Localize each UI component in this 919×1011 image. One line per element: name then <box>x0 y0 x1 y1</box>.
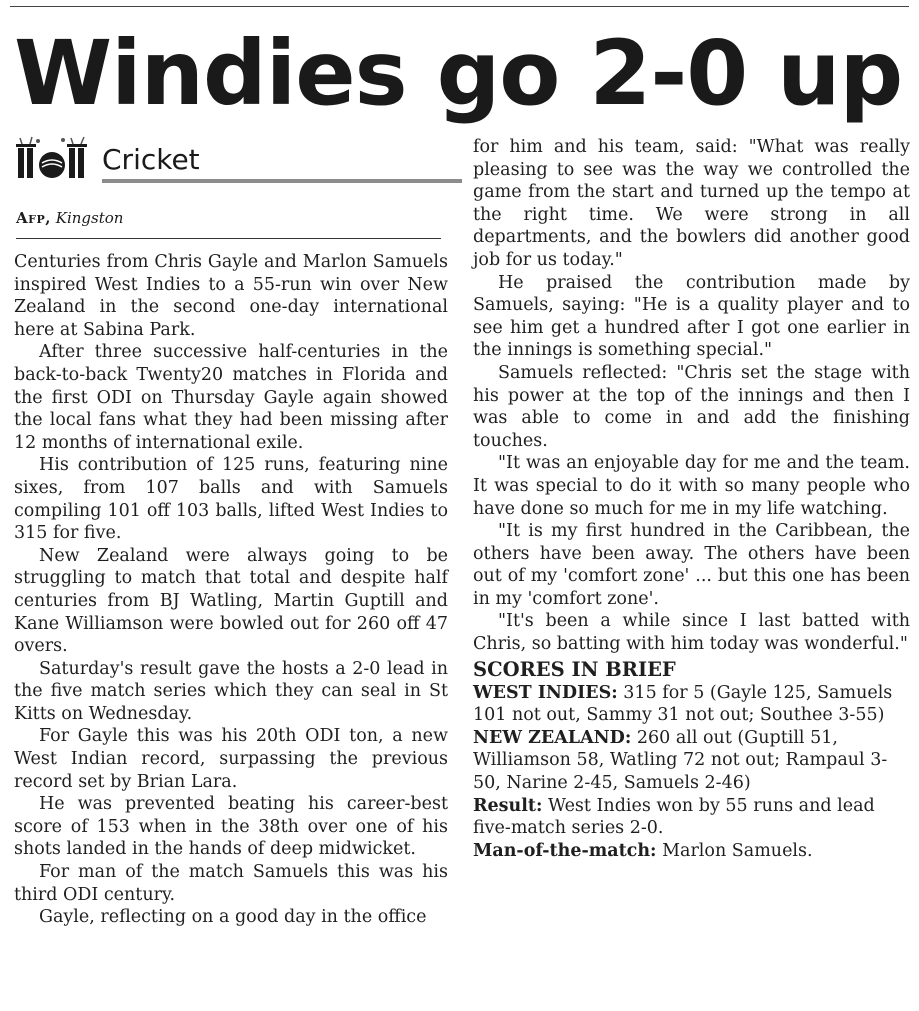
score-new-zealand <box>473 727 910 795</box>
article-paragraph: For man of the match Samuels this was his third ODI century. <box>14 862 448 905</box>
score-west-indies <box>473 682 910 727</box>
article-paragraph: "It was an enjoyable day for me and the team. It was special to do it with so many people who have done so much for me in my life watching. <box>473 453 910 519</box>
section-underline <box>102 179 462 183</box>
section-header <box>16 134 448 186</box>
score-label: WEST INDIES: <box>473 682 618 703</box>
cricket-stumps-ball-icon <box>16 136 100 180</box>
article-paragraph: After three successive half-centuries in the back-to-back Twenty20 matches in Florida and the first ODI on Thursday Gayle again showed the local fans what they had been missing after 12 months of international exile. <box>14 342 448 453</box>
score-text: 315 for 5 (Gayle 125, Samuels 101 not out, Sammy 31 not out; Southee 3-55) <box>473 682 893 726</box>
article-column-right <box>473 136 910 862</box>
scores-heading: SCORES IN BRIEF <box>473 657 676 681</box>
byline-agency: Afp, <box>16 209 51 227</box>
article-paragraph: Samuels reflected: "Chris set the stage with his power at the top of the innings and then I was able to come in and add the finishing touches. <box>473 362 910 451</box>
score-text: West Indies won by 55 runs and lead five-match series 2-0. <box>473 795 875 839</box>
article-paragraph: Gayle, reflecting on a good day in the office <box>39 907 427 928</box>
article-paragraph: for him and his team, said: "What was really pleasing to see was the way we controlled the game from the start and turned up the tempo at the right time. We were strong in all departments, and the bowlers did another good job for us today." <box>473 137 910 270</box>
byline-place: Kingston <box>55 209 124 227</box>
score-man-of-the-match <box>473 840 910 863</box>
score-text: 260 all out (Guptill 51, Williamson 58, Watling 72 not out; Rampaul 3-50, Narine 2-45, Samuels 2-46) <box>473 727 888 794</box>
scores-in-brief <box>473 658 910 863</box>
article-paragraph: Saturday's result gave the hosts a 2-0 lead in the five match series which they can seal in St Kitts on Wednesday. <box>14 658 448 724</box>
byline <box>16 208 123 228</box>
article-paragraph: His contribution of 125 runs, featuring nine sixes, from 107 balls and with Samuels compiling 101 off 103 balls, lifted West Indies to 315 for five. <box>14 455 448 544</box>
score-label: NEW ZEALAND: <box>473 727 632 748</box>
score-result <box>473 795 910 840</box>
score-label: Result: <box>473 795 543 816</box>
article-paragraph: He was prevented beating his career-best score of 153 when in the 38th over one of his shots landed in the hands of deep midwicket. <box>14 794 448 860</box>
article-paragraph: He praised the contribution made by Samuels, saying: "He is a quality player and to see him get a hundred after I got one earlier in the innings is something special." <box>473 272 910 361</box>
headline: Windies go 2-0 up <box>14 21 903 125</box>
score-text: Marlon Samuels. <box>656 840 813 861</box>
article-paragraph: For Gayle this was his 20th ODI ton, a new West Indian record, surpassing the previous record set by Brian Lara. <box>14 726 448 792</box>
top-rule <box>10 6 909 7</box>
article-paragraph: New Zealand were always going to be struggling to match that total and despite half centuries from BJ Watling, Martin Guptill and Kane Williamson were bowled out for 260 off 47 overs. <box>14 545 448 657</box>
byline-rule <box>16 238 441 239</box>
score-label: Man-of-the-match: <box>473 840 657 861</box>
article-column-left <box>14 251 448 929</box>
article-paragraph: Centuries from Chris Gayle and Marlon Samuels inspired West Indies to a 55-run win over New Zealand in the second one-day international here at Sabina Park. <box>14 252 448 340</box>
section-label: Cricket <box>102 143 200 176</box>
article-paragraph: "It's been a while since I last batted with Chris, so batting with him today was wonderful." <box>473 611 910 655</box>
article-paragraph: "It is my first hundred in the Caribbean, the others have been away. The others have been out of my 'comfort zone' ... but this one has been in my 'comfort zone'. <box>473 521 910 609</box>
